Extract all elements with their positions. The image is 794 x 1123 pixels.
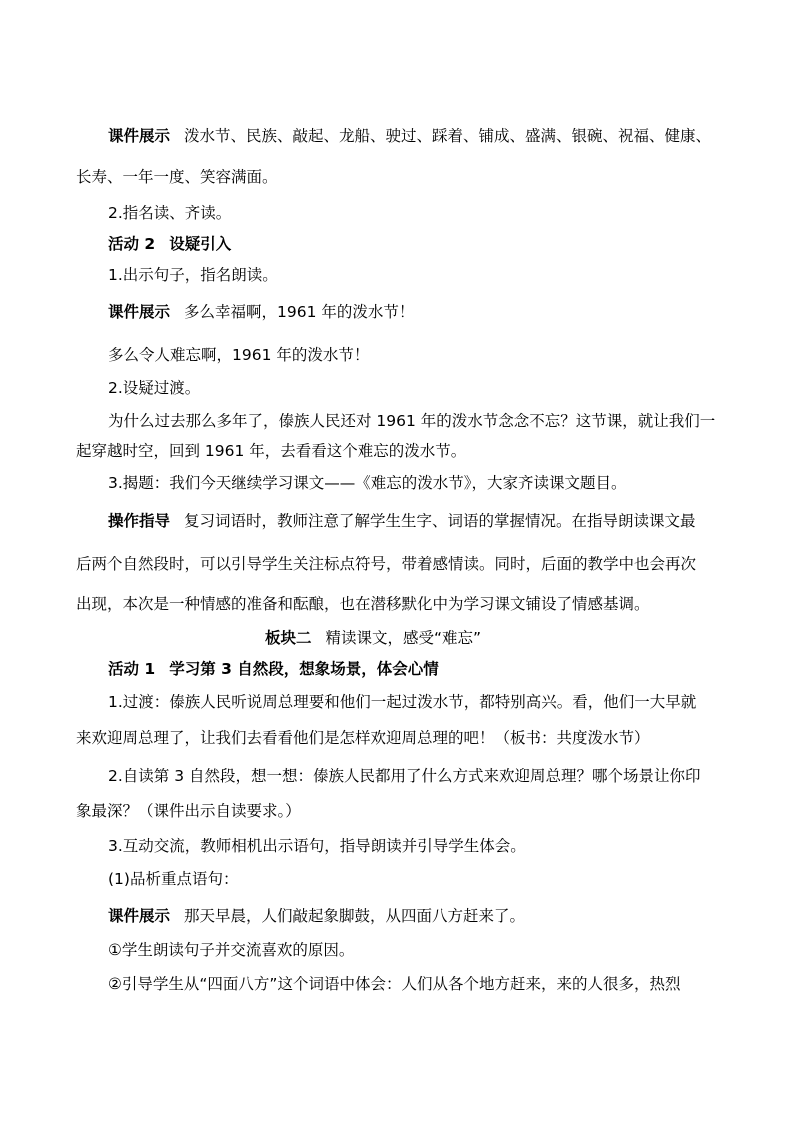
paragraph-line [76,728,650,748]
text: 2.设疑过渡。 [108,379,201,397]
text: 来欢迎周总理了，让我们去看看他们是怎样欢迎周总理的吧！（板书：共度泼水节） [76,729,650,747]
text: 象最深？（课件出示自读要求。） [76,802,301,820]
guidance-line [108,511,696,531]
text: ①学生朗读句子并交流喜欢的原因。 [108,941,355,959]
label-activity: 活动 2 [108,235,156,253]
courseware-line [108,302,414,322]
paragraph-line [108,836,526,856]
label-guidance: 操作指导 [108,512,171,530]
text: 起穿越时空，回到 1961 年，去看看这个难忘的泼水节。 [76,442,467,460]
paragraph-line [108,378,200,398]
paragraph-line [108,974,680,994]
paragraph-line [108,692,696,712]
courseware-line-vocab [108,126,711,146]
paragraph-line [108,940,354,960]
text: 2.自读第 3 自然段，想一想：傣族人民都用了什么方式来欢迎周总理？哪个场景让你印 [108,767,701,785]
text: 多么幸福啊，1961 年的泼水节！ [184,303,415,321]
text: 3.揭题：我们今天继续学习课文——《难忘的泼水节》，大家齐读课文题目。 [108,474,627,492]
label-courseware: 课件展示 [108,303,171,321]
paragraph-line [108,473,627,493]
paragraph-line [108,265,278,285]
text: 1.出示句子，指名朗读。 [108,266,278,284]
text: 精读课文，感受“难忘” [325,629,482,647]
text: 长寿、一年一度、笑容满面。 [76,168,278,186]
label-activity: 活动 1 [108,660,156,678]
text: 后两个自然段时，可以引导学生关注标点符号，带着感情读。同时，后面的教学中也会再次 [76,555,697,573]
paragraph-line [108,203,231,223]
activity-heading [108,659,439,679]
paragraph-line [108,411,715,431]
text: 为什么过去那么多年了，傣族人民还对 1961 年的泼水节念念不忘？这节课，就让我们一 [108,412,716,430]
paragraph-line [76,594,650,614]
text: 3.互动交流，教师相机出示语句，指导朗读并引导学生体会。 [108,837,526,855]
label-section: 板块二 [265,629,312,647]
text: 泼水节、民族、敲起、龙船、驶过、踩着、铺成、盛满、银碗、祝福、健康、 [184,127,712,145]
paragraph-line [76,801,301,821]
activity-heading [108,234,231,254]
paragraph-line [108,766,701,786]
text: 出现，本次是一种情感的准备和酝酿，也在潜移默化中为学习课文铺设了情感基调。 [76,595,650,613]
text: 复习词语时，教师注意了解学生生字、词语的掌握情况。在指导朗读课文最 [184,512,696,530]
text: ②引导学生从“四面八方”这个词语中体会：人们从各个地方赶来，来的人很多，热烈 [108,975,681,993]
paragraph-line [76,554,696,574]
paragraph-line [108,345,369,365]
section-heading [265,628,481,648]
label-courseware: 课件展示 [108,907,171,925]
text: 1.过渡：傣族人民听说周总理要和他们一起过泼水节，都特别高兴。看，他们一大早就 [108,693,697,711]
text: 学习第 3 自然段，想象场景，体会心情 [169,660,439,678]
courseware-line [108,906,525,926]
paragraph-line [76,167,278,187]
text: 多么令人难忘啊，1961 年的泼水节！ [108,346,370,364]
text: (1)品析重点语句： [108,870,239,888]
paragraph-line [76,441,466,461]
label-courseware: 课件展示 [108,127,171,145]
text: 那天早晨，人们敲起象脚鼓，从四面八方赶来了。 [184,907,526,925]
text: 设疑引入 [169,235,232,253]
text: 2.指名读、齐读。 [108,204,232,222]
paragraph-line [108,869,238,889]
